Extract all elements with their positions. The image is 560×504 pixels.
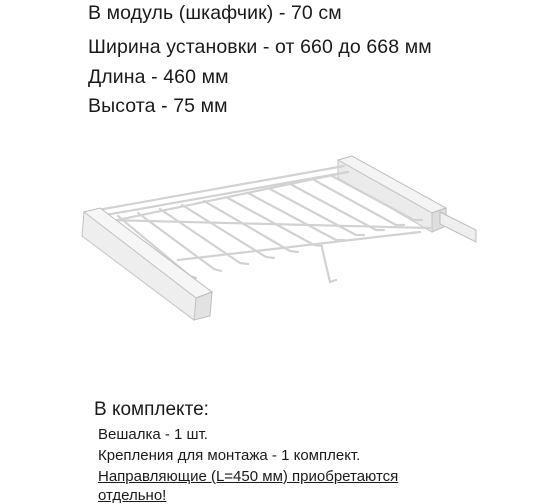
- spec-module-size: В модуль (шкафчик) - 70 см: [88, 2, 342, 24]
- spec-length: Длина - 460 мм: [88, 66, 229, 88]
- back-rail: [338, 156, 476, 242]
- kit-title: В комплекте:: [94, 399, 209, 420]
- kit-note-line-2: отдельно!: [98, 487, 167, 504]
- kit-note-line-1: Направляющие (L=450 мм) приобретаются: [98, 468, 399, 485]
- trouser-rack-image: [0, 150, 560, 390]
- spec-install-width: Ширина установки - от 660 до 668 мм: [88, 36, 432, 58]
- spec-height: Высота - 75 мм: [88, 95, 228, 117]
- kit-item-hanger: Вешалка - 1 шт.: [98, 426, 208, 443]
- front-rail: [82, 208, 212, 320]
- kit-item-mounts: Крепления для монтажа - 1 комплект.: [98, 447, 361, 464]
